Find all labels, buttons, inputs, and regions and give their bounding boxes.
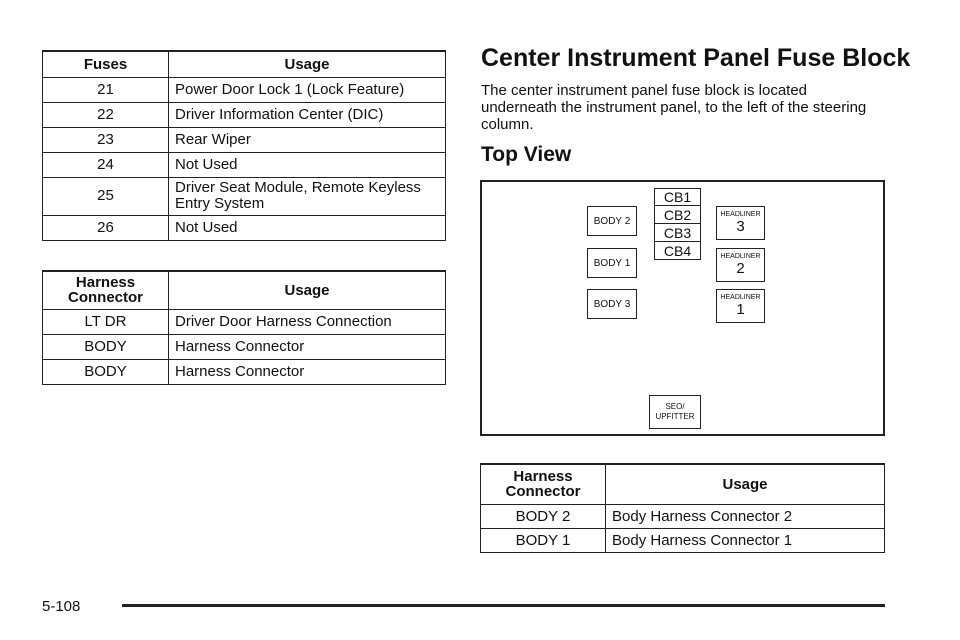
table-row — [43, 152, 446, 177]
table-row — [43, 309, 446, 334]
harness-usage: Body Harness Connector 1 — [606, 528, 885, 552]
table-row — [43, 334, 446, 359]
column-header-usage: Usage — [606, 464, 885, 504]
fuse-usage-table — [42, 50, 446, 241]
fuse-number: 23 — [43, 127, 169, 152]
column-header-usage: Usage — [169, 271, 446, 309]
seo-label: SEO/ — [665, 402, 685, 411]
headliner-3-connector — [716, 206, 765, 240]
fuse-usage: Power Door Lock 1 (Lock Feature) — [169, 77, 446, 102]
body-2-connector: BODY 2 — [587, 206, 637, 236]
body-1-connector: BODY 1 — [587, 248, 637, 278]
top-view-heading: Top View — [481, 143, 572, 166]
fuse-number: 25 — [43, 177, 169, 215]
body-3-connector: BODY 3 — [587, 289, 637, 319]
headliner-number: 1 — [736, 301, 745, 318]
harness-connector: BODY — [43, 359, 169, 384]
circuit-breaker-cb1: CB1 — [654, 188, 701, 206]
headliner-label: HEADLINER — [720, 294, 761, 301]
footer-rule — [122, 604, 885, 607]
fuse-usage: Driver Information Center (DIC) — [169, 102, 446, 127]
section-title: Center Instrument Panel Fuse Block — [481, 44, 911, 72]
harness-connector: BODY 2 — [481, 504, 606, 528]
center-harness-connector-table — [480, 463, 885, 553]
table-row — [43, 177, 446, 215]
circuit-breaker-cb4: CB4 — [654, 242, 701, 260]
harness-connector: BODY 1 — [481, 528, 606, 552]
table-row — [43, 359, 446, 384]
harness-connector: BODY — [43, 334, 169, 359]
harness-usage: Harness Connector — [169, 359, 446, 384]
fuse-number: 24 — [43, 152, 169, 177]
section-body-text: The center instrument panel fuse block is located underneath the instrument panel, to the left of the steering column. — [481, 82, 867, 133]
harness-usage: Body Harness Connector 2 — [606, 504, 885, 528]
fuse-usage: Not Used — [169, 215, 446, 240]
table-row — [43, 127, 446, 152]
circuit-breaker-cb3: CB3 — [654, 224, 701, 242]
fuse-number: 26 — [43, 215, 169, 240]
harness-connector-table — [42, 270, 446, 385]
column-header-usage: Usage — [169, 51, 446, 77]
harness-usage: Harness Connector — [169, 334, 446, 359]
fuse-usage: Not Used — [169, 152, 446, 177]
harness-connector: LT DR — [43, 309, 169, 334]
harness-usage: Driver Door Harness Connection — [169, 309, 446, 334]
fuse-block-diagram — [480, 180, 885, 436]
headliner-label: HEADLINER — [720, 211, 761, 218]
circuit-breaker-cb2: CB2 — [654, 206, 701, 224]
column-header-harness-connector: Harness Connector — [481, 464, 606, 504]
fuse-number: 22 — [43, 102, 169, 127]
headliner-1-connector — [716, 289, 765, 323]
column-header-harness-connector: Harness Connector — [43, 271, 169, 309]
page-number: 5-108 — [42, 598, 81, 615]
headliner-2-connector — [716, 248, 765, 282]
upfitter-label: UPFITTER — [655, 412, 695, 421]
fuse-usage: Driver Seat Module, Remote Keyless Entry System — [169, 177, 446, 215]
headliner-number: 3 — [736, 218, 745, 235]
headliner-label: HEADLINER — [720, 253, 761, 260]
table-row — [481, 528, 885, 552]
seo-upfitter-connector — [649, 395, 701, 429]
fuse-number: 21 — [43, 77, 169, 102]
table-row — [43, 102, 446, 127]
table-row — [481, 504, 885, 528]
table-row — [43, 77, 446, 102]
table-row — [43, 215, 446, 240]
column-header-fuses: Fuses — [43, 51, 169, 77]
headliner-number: 2 — [736, 260, 745, 277]
fuse-usage: Rear Wiper — [169, 127, 446, 152]
